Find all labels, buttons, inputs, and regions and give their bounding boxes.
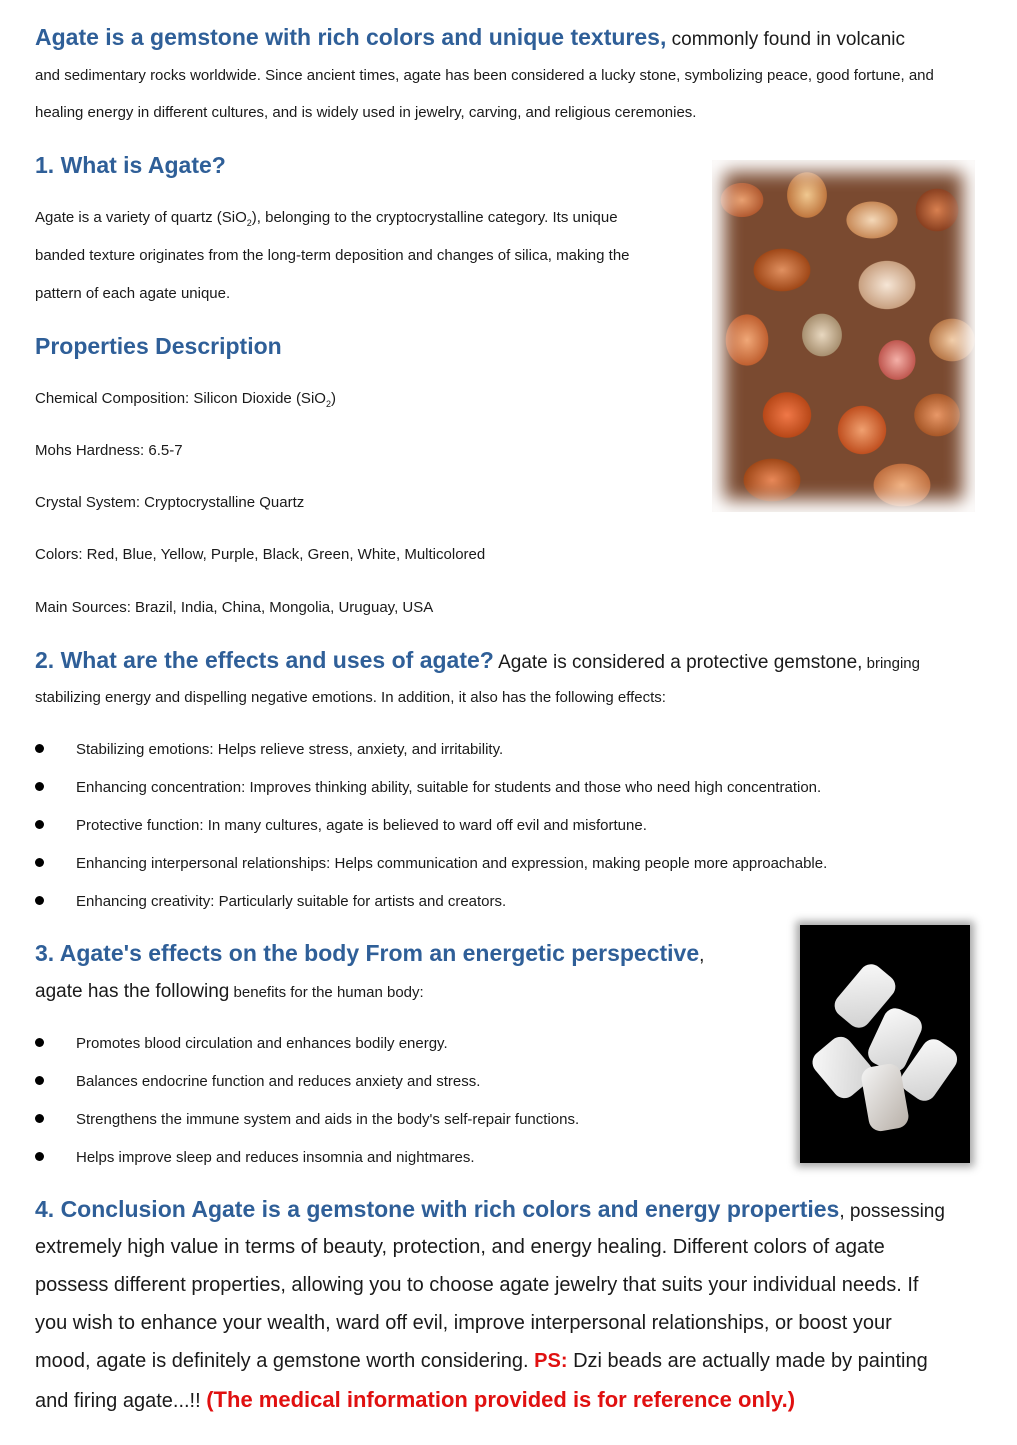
text: ), belonging to the cryptocrystalline category. Its unique <box>251 209 618 226</box>
text: Promotes blood circulation and enhances bodily energy. <box>76 1035 448 1052</box>
section4-line-5 <box>35 1350 928 1373</box>
list-item <box>35 1111 579 1128</box>
property-chemical <box>35 390 336 409</box>
text: Strengthens the immune system and aids in the body's self-repair functions. <box>76 1111 580 1128</box>
subscript: 2 <box>246 218 252 228</box>
list-item <box>35 817 647 834</box>
list-item <box>35 779 821 796</box>
text: Agate is considered a protective gemstone, <box>493 652 863 673</box>
property-colors: Colors: Red, Blue, Yellow, Purple, Black, Green, White, Multicolored <box>35 546 486 563</box>
ps-label: PS: <box>534 1350 568 1372</box>
section1-line-1 <box>35 209 618 228</box>
white-agate-image <box>800 925 970 1163</box>
bullet-icon <box>35 858 44 867</box>
bullet-icon <box>35 1076 44 1085</box>
text: Stabilizing emotions: Helps relieve stress, anxiety, and irritability. <box>76 741 504 758</box>
text: ) <box>330 390 336 407</box>
property-sources: Main Sources: Brazil, India, China, Mongolia, Uruguay, USA <box>35 599 434 616</box>
section2-line-1 <box>35 647 920 674</box>
bullet-icon <box>35 744 44 753</box>
list-item <box>35 893 506 910</box>
list-item <box>35 855 827 872</box>
bullet-icon <box>35 820 44 829</box>
section3-line-1 <box>35 940 704 967</box>
text: and firing agate...!! <box>35 1390 207 1412</box>
text: benefits for the human body: <box>229 984 424 1001</box>
text: mood, agate is definitely a gemstone worth considering. <box>35 1350 535 1372</box>
section3-heading: 3. Agate's effects on the body From an energetic perspective <box>35 940 700 966</box>
section4-line-4: you wish to enhance your wealth, ward off evil, improve interpersonal relationships, or boost your <box>35 1312 892 1334</box>
list-item <box>35 1149 475 1166</box>
bullet-icon <box>35 1114 44 1123</box>
intro-line-3: healing energy in different cultures, and is widely used in jewelry, carving, and religious ceremonies. <box>35 104 697 121</box>
text: Enhancing interpersonal relationships: Helps communication and expression, making people more approachable. <box>76 855 828 872</box>
intro-line-2: and sedimentary rocks worldwide. Since ancient times, agate has been considered a lucky stone, symbolizing peace, good fortune, and <box>35 67 934 84</box>
section4-line-2: extremely high value in terms of beauty, protection, and energy healing. Different colors of agate <box>35 1236 885 1258</box>
list-item <box>35 741 503 758</box>
subscript: 2 <box>325 399 331 409</box>
properties-heading: Properties Description <box>35 333 282 359</box>
text: Enhancing creativity: Particularly suitable for artists and creators. <box>76 893 507 910</box>
text: Balances endocrine function and reduces anxiety and stress. <box>76 1073 481 1090</box>
intro-line-1 <box>35 24 905 51</box>
bullet-icon <box>35 896 44 905</box>
text: Enhancing concentration: Improves thinking ability, suitable for students and those who need high concentration. <box>76 779 822 796</box>
section4-line-3: possess different properties, allowing you to choose agate jewelry that suits your individual needs. If <box>35 1274 919 1296</box>
section3-line-2 <box>35 981 424 1003</box>
text: Chemical Composition: Silicon Dioxide (SiO <box>35 390 326 407</box>
text: , possessing <box>839 1201 945 1222</box>
bullet-icon <box>35 1152 44 1161</box>
section1-line-3: pattern of each agate unique. <box>35 285 231 302</box>
intro-lead: commonly found in volcanic <box>666 29 906 50</box>
section4-line-6 <box>35 1387 795 1413</box>
section2-line-2: stabilizing energy and dispelling negative emotions. In addition, it also has the following effects: <box>35 689 666 706</box>
list-item <box>35 1073 480 1090</box>
property-crystal: Crystal System: Cryptocrystalline Quartz <box>35 494 305 511</box>
bullet-icon <box>35 782 44 791</box>
text: agate has the following <box>35 981 230 1002</box>
text: Dzi beads are actually made by painting <box>567 1350 928 1372</box>
property-hardness: Mohs Hardness: 6.5-7 <box>35 442 183 459</box>
section2-heading: 2. What are the effects and uses of agate? <box>35 647 494 673</box>
section1-heading: 1. What is Agate? <box>35 152 226 178</box>
medical-disclaimer: (The medical information provided is for reference only.) <box>206 1387 796 1412</box>
text: Agate is a variety of quartz (SiO <box>35 209 247 226</box>
section4-line-1 <box>35 1196 945 1223</box>
text: Protective function: In many cultures, agate is believed to ward off evil and misfortune. <box>76 817 647 834</box>
section1-line-2: banded texture originates from the long-term deposition and changes of silica, making the <box>35 247 630 264</box>
section4-heading: 4. Conclusion Agate is a gemstone with rich colors and energy properties <box>35 1196 840 1222</box>
text: bringing <box>862 655 920 672</box>
text: , <box>699 945 705 966</box>
bullet-icon <box>35 1038 44 1047</box>
agate-pebbles-image <box>712 160 975 512</box>
list-item <box>35 1035 448 1052</box>
text: Helps improve sleep and reduces insomnia and nightmares. <box>76 1149 475 1166</box>
intro-heading: Agate is a gemstone with rich colors and unique textures, <box>35 24 667 50</box>
